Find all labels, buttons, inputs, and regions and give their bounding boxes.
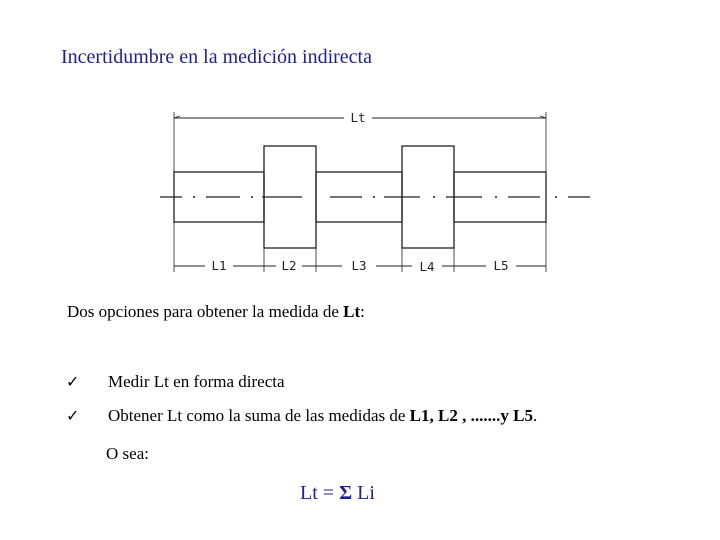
dimension-label-l3: L3 (351, 258, 367, 273)
dimension-label-l4: L4 (419, 259, 435, 274)
dimension-label-l5: L5 (493, 258, 509, 273)
dimension-label-lt: Lt (350, 110, 366, 125)
checkmark-icon: ✓ (66, 372, 80, 391)
formula-right: Li (352, 482, 375, 504)
option-1-text: Medir Lt en forma directa (108, 372, 285, 391)
dimension-label-l1: L1 (211, 258, 227, 273)
option-2-main: Obtener Lt como la suma de las medidas de (108, 406, 410, 425)
dimension-label-l2: L2 (281, 258, 297, 273)
option-2-emphasis: L1, L2 , .......y L5 (409, 406, 533, 425)
sigma-symbol: Σ (339, 482, 353, 504)
intro-emphasis: Lt (343, 302, 361, 321)
intro-suffix: : (360, 302, 365, 321)
formula-left: Lt = (300, 482, 340, 504)
option-2-text (108, 406, 537, 426)
slide-title: Incertidumbre en la medición indirecta (61, 46, 372, 68)
formula (300, 482, 375, 505)
intro-text (67, 302, 365, 322)
o-sea-text: O sea: (106, 444, 149, 463)
checkmark-icon: ✓ (66, 406, 80, 425)
option-2-suffix: . (532, 406, 538, 425)
intro-text-main: Dos opciones para obtener la medida de (67, 302, 344, 321)
